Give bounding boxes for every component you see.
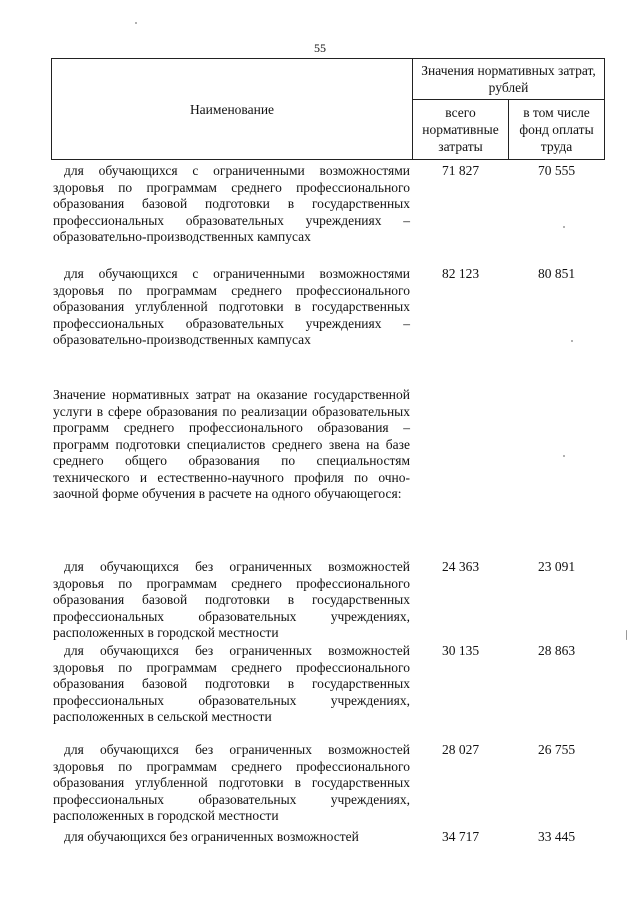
row-total-value: 34 717 <box>441 829 480 844</box>
scan-speck <box>626 630 627 640</box>
row-payroll-value: 26 755 <box>537 742 576 757</box>
scan-speck <box>563 226 565 228</box>
row-total-value: 71 827 <box>441 163 480 178</box>
row-description: для обучающихся без ограниченных возможностей <box>64 829 359 844</box>
row-description: для обучающихся без ограниченных возможностей здоровья по программам среднего профессионального образования базовой подготовки в государственных профессиональных образовательных учреждениях, расположенных в сельской местности <box>53 643 410 724</box>
scan-speck <box>135 22 137 24</box>
page-number: 55 <box>314 41 326 55</box>
row-description: для обучающихся с ограниченными возможностями здоровья по программам среднего профессионального образования базовой подготовки в государственных профессиональных образовательных учреждениях – образовательно-производственных кампусах <box>53 163 410 244</box>
row-description: для обучающихся без ограниченных возможностей здоровья по программам среднего профессионального образования углубленной подготовки в государственных профессиональных образовательных учреждениях, расположенных в городской местности <box>53 742 410 823</box>
row-payroll-value: 80 851 <box>537 266 576 281</box>
header-values-group: Значения нормативных затрат, рублей <box>412 58 605 100</box>
header-name-column: Наименование <box>51 58 413 160</box>
row-total-value: 24 363 <box>441 559 480 574</box>
row-description: для обучающихся без ограниченных возможностей здоровья по программам среднего профессионального образования базовой подготовки в государственных профессиональных образовательных учреждениях, расположенных в городской местности <box>53 559 410 640</box>
scan-speck <box>563 455 565 457</box>
row-payroll-value: 33 445 <box>537 829 576 844</box>
header-payroll-column: в том числе фонд оплаты труда <box>508 99 605 160</box>
header-total-column: всего нормативные затраты <box>412 99 509 160</box>
row-description: Значение нормативных затрат на оказание государственной услуги в сфере образования по реализации образовательных программ среднего профессионального образования – программ подготовки специалистов среднего звена на базе среднего общего образования по специальностям технического и естественно-научного профиля по очно-заочной форме обучения в расчете на одного обучающегося: <box>53 387 410 501</box>
scan-speck <box>571 340 573 342</box>
row-total-value: 82 123 <box>441 266 480 281</box>
row-description: для обучающихся с ограниченными возможностями здоровья по программам среднего профессионального образования углубленной подготовки в государственных профессиональных образовательных учреждениях – образовательно-производственных кампусах <box>53 266 410 347</box>
row-payroll-value: 23 091 <box>537 559 576 574</box>
row-total-value: 30 135 <box>441 643 480 658</box>
table-header <box>51 58 605 160</box>
row-payroll-value: 28 863 <box>537 643 576 658</box>
row-total-value: 28 027 <box>441 742 480 757</box>
row-payroll-value: 70 555 <box>537 163 576 178</box>
